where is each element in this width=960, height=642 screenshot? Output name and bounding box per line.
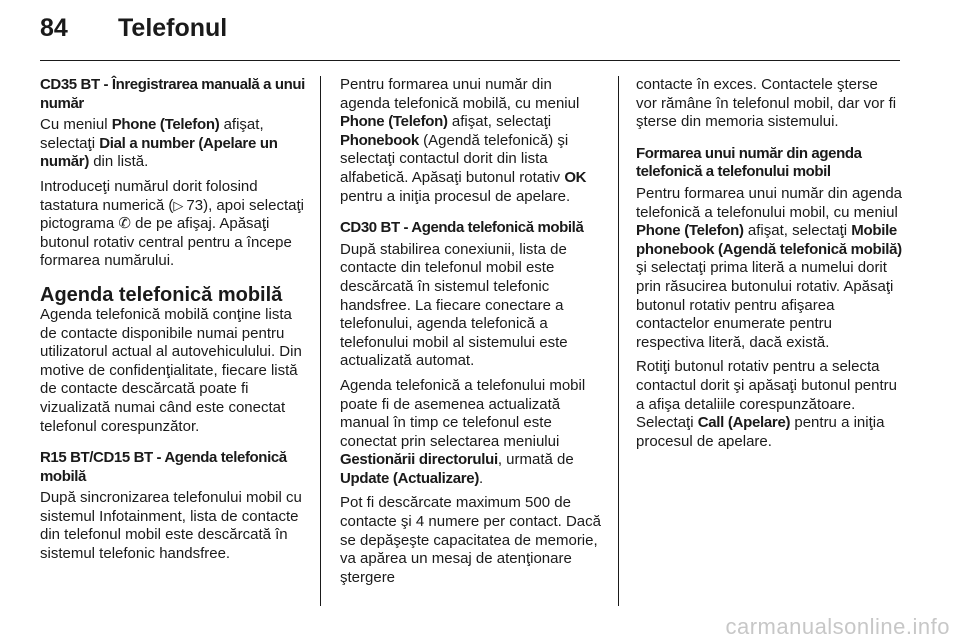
menu-call: Call (Apelare) — [697, 414, 791, 432]
text: Introduceţi numărul dorit folosind tastatura numerică ( — [40, 177, 258, 214]
menu-update: Update (Actualizare) — [340, 469, 480, 487]
menu-phone: Phone (Telefon) — [111, 116, 220, 134]
column-separator-1 — [320, 76, 321, 606]
menu-dial-number: Dial a number (Apelare un număr) — [40, 134, 278, 171]
button-ok: OK — [564, 168, 587, 186]
text: (Agendă telefonică) şi selectaţi contactul dorit din lista alfabetică. Apăsaţi butonul rotativ — [340, 131, 569, 186]
text: , urmată de — [497, 451, 574, 469]
text: din listă. — [89, 153, 149, 171]
heading-cd35-manual-entry: CD35 BT - Înregistrarea manuală a unui număr — [40, 76, 305, 112]
text: Agenda telefonică a telefonului mobil poate fi de asemenea actualizată manual în timp ce telefonul este conectat prin selectarea meniului — [340, 376, 586, 450]
arrow-ref-icon: ▷ — [173, 197, 184, 213]
text: Pentru formarea unui număr din agenda telefonică mobilă, cu meniul — [340, 76, 580, 112]
paragraph-sync: După sincronizarea telefonului mobil cu sistemul Infotainment, lista de contacte din telefonul mobil este descărcată în sistemul telefonic handsfree. — [40, 489, 302, 563]
column-2 — [340, 76, 604, 593]
paragraph-dial-number — [40, 116, 308, 172]
menu-phone: Phone (Telefon) — [636, 222, 744, 240]
paragraph-dial-from-phonebook — [340, 76, 604, 206]
column-1 — [40, 76, 308, 570]
heading-r15-cd15: R15 BT/CD15 BT - Agenda telefonică mobilă — [40, 449, 287, 485]
text: şi selectaţi prima literă a numelui dorit prin răsucirea butonului rotativ. Apăsaţi butonul rotativ pentru afişarea contactelor enumerate pentru respectiva literă, dacă există. — [636, 259, 894, 351]
watermark: carmanualsonline.info — [725, 614, 950, 639]
text: ), apoi selectaţi pictograma — [40, 196, 304, 233]
text: afişat, selectaţi — [743, 222, 852, 240]
column-3 — [636, 76, 902, 457]
text: afişat, selectaţi — [40, 116, 264, 152]
menu-phone: Phone (Telefon) — [340, 113, 448, 131]
page-number: 84 — [40, 14, 68, 42]
text: Rotiţi butonul rotativ pentru a selecta contactul dorit şi apăsaţi butonul pentru a afişa detaliile corespunzătoare. Selectaţi — [636, 358, 897, 432]
paragraph-select-letter — [636, 185, 902, 352]
paragraph-connection: După stabilirea conexiunii, lista de contacte din telefonul mobil este descărcată în sistemul telefonic handsfree. La fiecare conectare a telefonului, agenda telefonică a telefonului mobil al sistemului este actualizată automat. — [340, 240, 568, 370]
paragraph-phonebook-intro: Agenda telefonică mobilă conţine lista de contacte disponibile numai pentru utilizatorul actual al autovehiculului. Din motive de confidenţialitate, fiecare listă de contacte descărcată poate fi vizualizată numai când este conectat telefonul corespunzător. — [40, 305, 302, 435]
paragraph-enter-number — [40, 178, 308, 271]
heading-cd30: CD30 BT - Agenda telefonică mobilă — [340, 219, 584, 237]
text: . — [479, 469, 484, 487]
text: afişat, selectaţi — [447, 113, 552, 131]
menu-phonebook: Phonebook — [340, 131, 419, 149]
heading-mobile-phonebook: Agenda telefonică mobilă — [40, 283, 283, 306]
text: pentru a iniţia procesul de apelare. — [340, 187, 571, 205]
text: Cu meniul — [40, 116, 112, 134]
paragraph-select-contact — [636, 358, 902, 451]
header-rule — [40, 60, 900, 61]
column-separator-2 — [618, 76, 619, 606]
page-reference: 73 — [186, 196, 204, 214]
menu-directory-management: Gestionării directorului — [340, 451, 498, 469]
page-title: Telefonul — [118, 14, 228, 42]
text: de pe afişaj. Apăsaţi butonul rotativ central pentru a începe formarea numărului. — [40, 215, 292, 270]
paragraph-excess-contacts: contacte în exces. Contactele şterse vor rămâne în telefonul mobil, dar vor fi şterse din memoria sistemului. — [636, 76, 897, 131]
text: pentru a iniţia procesul de apelare. — [636, 414, 885, 450]
text: Pentru formarea unui număr din agenda telefonică a telefonului mobil, cu meniul — [636, 184, 903, 221]
paragraph-manual-update — [340, 377, 604, 489]
phone-handset-icon: ✆ — [118, 215, 131, 233]
menu-mobile-phonebook: Mobile phonebook (Agendă telefonică mobilă) — [636, 222, 902, 258]
heading-dial-mobile-phonebook: Formarea unui număr din agenda telefonică a telefonului mobil — [636, 144, 862, 181]
paragraph-capacity: Pot fi descărcate maximum 500 de contacte şi 4 numere per contact. Dacă se depăşeşte capacitatea de memorie, va apărea un mesaj de atenţionare ştergere — [340, 494, 601, 586]
